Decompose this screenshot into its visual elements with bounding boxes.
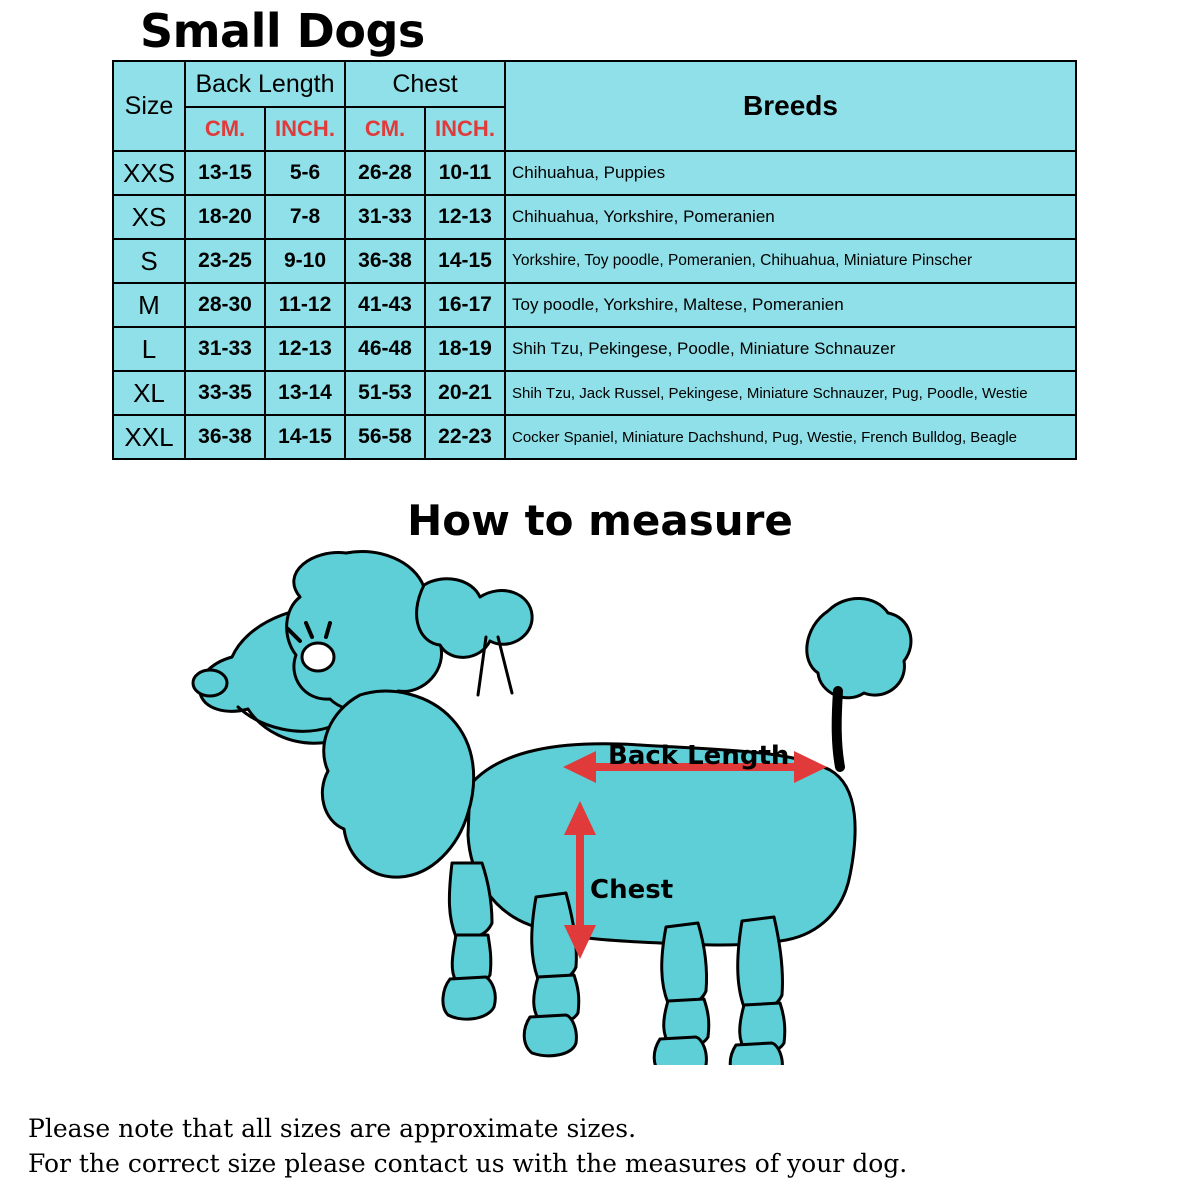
header-breeds: Breeds: [505, 61, 1076, 151]
table-row: [113, 371, 1076, 415]
cell-back-cm: 23-25: [185, 239, 265, 283]
header-chest-cm: CM.: [345, 107, 425, 151]
cell-chest-inch: 22-23: [425, 415, 505, 459]
cell-chest-inch: 12-13: [425, 195, 505, 239]
cell-breeds: Chihuahua, Yorkshire, Pomeranien: [505, 195, 1076, 239]
table-row: [113, 239, 1076, 283]
cell-breeds: Yorkshire, Toy poodle, Pomeranien, Chihuahua, Miniature Pinscher: [505, 239, 1076, 283]
table-row: [113, 415, 1076, 459]
table-row: [113, 151, 1076, 195]
cell-size: L: [113, 327, 185, 371]
cell-chest-cm: 56-58: [345, 415, 425, 459]
cell-size: XL: [113, 371, 185, 415]
measurement-diagram: [0, 545, 1200, 1065]
cell-back-cm: 31-33: [185, 327, 265, 371]
footer-note: [28, 1112, 1188, 1181]
cell-back-inch: 9-10: [265, 239, 345, 283]
cell-back-cm: 18-20: [185, 195, 265, 239]
cell-chest-inch: 18-19: [425, 327, 505, 371]
cell-back-cm: 36-38: [185, 415, 265, 459]
table-row: [113, 283, 1076, 327]
how-to-measure-title: How to measure: [407, 496, 793, 545]
header-chest: Chest: [345, 61, 505, 107]
header-chest-inch: INCH.: [425, 107, 505, 151]
page-title: Small Dogs: [140, 4, 425, 58]
cell-chest-cm: 41-43: [345, 283, 425, 327]
cell-chest-inch: 10-11: [425, 151, 505, 195]
cell-chest-inch: 14-15: [425, 239, 505, 283]
cell-chest-cm: 46-48: [345, 327, 425, 371]
cell-breeds: Shih Tzu, Jack Russel, Pekingese, Miniature Schnauzer, Pug, Poodle, Westie: [505, 371, 1076, 415]
table-row: [113, 327, 1076, 371]
cell-back-inch: 11-12: [265, 283, 345, 327]
cell-back-inch: 7-8: [265, 195, 345, 239]
cell-breeds: Chihuahua, Puppies: [505, 151, 1076, 195]
header-back-inch: INCH.: [265, 107, 345, 151]
poodle-illustration: [0, 545, 1200, 1065]
cell-size: XXL: [113, 415, 185, 459]
table-header-row-groups: [113, 61, 1076, 107]
cell-chest-cm: 51-53: [345, 371, 425, 415]
cell-breeds: Cocker Spaniel, Miniature Dachshund, Pug, Westie, French Bulldog, Beagle: [505, 415, 1076, 459]
cell-back-inch: 12-13: [265, 327, 345, 371]
cell-chest-inch: 16-17: [425, 283, 505, 327]
size-chart-table: [112, 60, 1077, 460]
cell-back-cm: 28-30: [185, 283, 265, 327]
cell-chest-cm: 26-28: [345, 151, 425, 195]
size-table-container: [112, 60, 1077, 460]
cell-back-inch: 14-15: [265, 415, 345, 459]
cell-chest-cm: 36-38: [345, 239, 425, 283]
cell-back-inch: 5-6: [265, 151, 345, 195]
cell-size: XXS: [113, 151, 185, 195]
header-back-cm: CM.: [185, 107, 265, 151]
cell-chest-cm: 31-33: [345, 195, 425, 239]
cell-chest-inch: 20-21: [425, 371, 505, 415]
cell-size: M: [113, 283, 185, 327]
cell-size: S: [113, 239, 185, 283]
cell-back-inch: 13-14: [265, 371, 345, 415]
cell-breeds: Toy poodle, Yorkshire, Maltese, Pomeranien: [505, 283, 1076, 327]
cell-size: XS: [113, 195, 185, 239]
header-size: Size: [113, 61, 185, 151]
cell-back-cm: 33-35: [185, 371, 265, 415]
header-back-length: Back Length: [185, 61, 345, 107]
footer-line-2: For the correct size please contact us with the measures of your dog.: [28, 1148, 908, 1178]
back-length-label: Back Length: [608, 741, 790, 771]
table-row: [113, 195, 1076, 239]
cell-back-cm: 13-15: [185, 151, 265, 195]
chest-label: Chest: [590, 875, 674, 905]
footer-line-1: Please note that all sizes are approximate sizes.: [28, 1114, 637, 1143]
cell-breeds: Shih Tzu, Pekingese, Poodle, Miniature Schnauzer: [505, 327, 1076, 371]
